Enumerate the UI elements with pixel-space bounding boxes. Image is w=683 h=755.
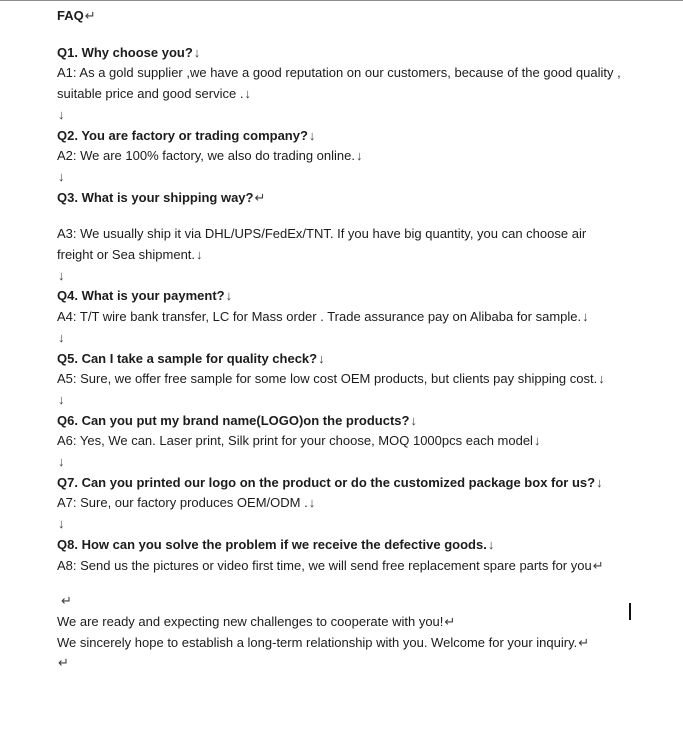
answer-line-a1[interactable] (57, 63, 625, 104)
line-break-mark: ↓ (193, 44, 201, 60)
line-break-mark: ↓ (58, 391, 65, 407)
answer-text: A8: Send us the pictures or video first time, we will send free replacement spare parts for you (57, 557, 592, 573)
paragraph-mark: ↵ (444, 613, 456, 629)
question-line-q2[interactable] (57, 126, 625, 147)
answer-text: A5: Sure, we offer free sample for some low cost OEM products, but clients pay shipping cost. (57, 371, 598, 387)
answer-line-a5[interactable] (57, 369, 625, 390)
line-break-mark: ↓ (533, 433, 541, 449)
document-title-line[interactable] (57, 6, 625, 27)
line-break-mark: ↓ (58, 106, 65, 122)
line-break-mark: ↓ (318, 350, 325, 366)
paragraph-mark: ↵ (578, 634, 590, 650)
paragraph-mark: ↵ (254, 189, 266, 205)
break-mark-line[interactable] (57, 266, 625, 287)
line-break-mark: ↓ (244, 86, 251, 102)
question-line-q5[interactable] (57, 349, 625, 370)
break-mark-line[interactable] (57, 328, 625, 349)
answer-text: A6: Yes, We can. Laser print, Silk print for your choose, MOQ 1000pcs each model (57, 433, 533, 449)
line-break-mark: ↓ (487, 536, 495, 552)
document-title: FAQ (57, 8, 84, 23)
answer-line-a7[interactable] (57, 493, 625, 514)
blank-line (57, 27, 625, 43)
question-line-q3[interactable] (57, 188, 625, 209)
line-break-mark: ↓ (196, 247, 203, 263)
answer-text: A7: Sure, our factory produces OEM/ODM . (57, 495, 308, 511)
question-text: Q8. How can you solve the problem if we receive the defective goods. (57, 536, 487, 552)
line-break-mark: ↓ (58, 168, 65, 184)
paragraph-mark: ↵ (58, 655, 69, 671)
question-line-q1[interactable] (57, 43, 625, 64)
paragraph-mark-line[interactable] (57, 591, 625, 612)
paragraph-mark: ↵ (61, 593, 72, 609)
blank-line (57, 576, 625, 591)
answer-text: A4: T/T wire bank transfer, LC for Mass order . Trade assurance pay on Alibaba for sample. (57, 309, 582, 325)
question-text: Q7. Can you printed our logo on the product or do the customized package box for us? (57, 474, 596, 490)
line-break-mark: ↓ (58, 329, 65, 345)
answer-line-a2[interactable] (57, 146, 625, 167)
line-break-mark: ↓ (225, 288, 233, 304)
break-mark-line[interactable] (57, 167, 625, 188)
text-cursor (629, 603, 631, 620)
line-break-mark: ↓ (582, 309, 589, 325)
answer-text: A2: We are 100% factory, we also do trading online. (57, 148, 355, 164)
line-break-mark: ↓ (308, 127, 316, 143)
closing-line-2[interactable] (57, 633, 625, 654)
line-break-mark: ↓ (58, 267, 65, 283)
answer-line-a4[interactable] (57, 307, 625, 328)
question-line-q4[interactable] (57, 286, 625, 307)
answer-line-a6[interactable] (57, 431, 625, 452)
break-mark-line[interactable] (57, 452, 625, 473)
question-line-q7[interactable] (57, 473, 625, 494)
line-break-mark: ↓ (410, 412, 417, 428)
question-text: Q1. Why choose you? (57, 44, 193, 60)
answer-text: A3: We usually ship it via DHL/UPS/FedEx/TNT. If you have big quantity, you can choose air freight or Sea shipment. (57, 226, 587, 263)
closing-text: We sincerely hope to establish a long-term relationship with you. Welcome for your inquiry. (57, 634, 578, 650)
break-mark-line[interactable] (57, 390, 625, 411)
line-break-mark: ↓ (58, 516, 65, 532)
question-text: Q2. You are factory or trading company? (57, 127, 308, 143)
question-text: Q5. Can I take a sample for quality check? (57, 350, 318, 366)
question-line-q8[interactable] (57, 535, 625, 556)
blank-line (57, 208, 625, 224)
paragraph-mark-line[interactable] (57, 653, 625, 674)
question-text: Q3. What is your shipping way? (57, 189, 254, 205)
paragraph-mark: ↵ (592, 557, 604, 573)
answer-line-a8[interactable] (57, 556, 625, 577)
break-mark-line[interactable] (57, 514, 625, 535)
closing-line-1[interactable] (57, 612, 625, 633)
paragraph-mark: ↵ (84, 8, 96, 23)
line-break-mark: ↓ (355, 148, 363, 164)
answer-text: A1: As a gold supplier ,we have a good reputation on our customers, because of the good quality , suitable price and good service . (57, 65, 621, 102)
line-break-mark: ↓ (308, 495, 316, 511)
closing-text: We are ready and expecting new challenges to cooperate with you! (57, 613, 444, 629)
break-mark-line[interactable] (57, 105, 625, 126)
answer-line-a3[interactable] (57, 224, 625, 265)
line-break-mark: ↓ (598, 371, 605, 387)
line-break-mark: ↓ (596, 474, 603, 490)
line-break-mark: ↓ (58, 454, 65, 470)
question-line-q6[interactable] (57, 411, 625, 432)
question-text: Q4. What is your payment? (57, 288, 225, 304)
document-content[interactable] (0, 1, 683, 674)
question-text: Q6. Can you put my brand name(LOGO)on the products? (57, 412, 410, 428)
